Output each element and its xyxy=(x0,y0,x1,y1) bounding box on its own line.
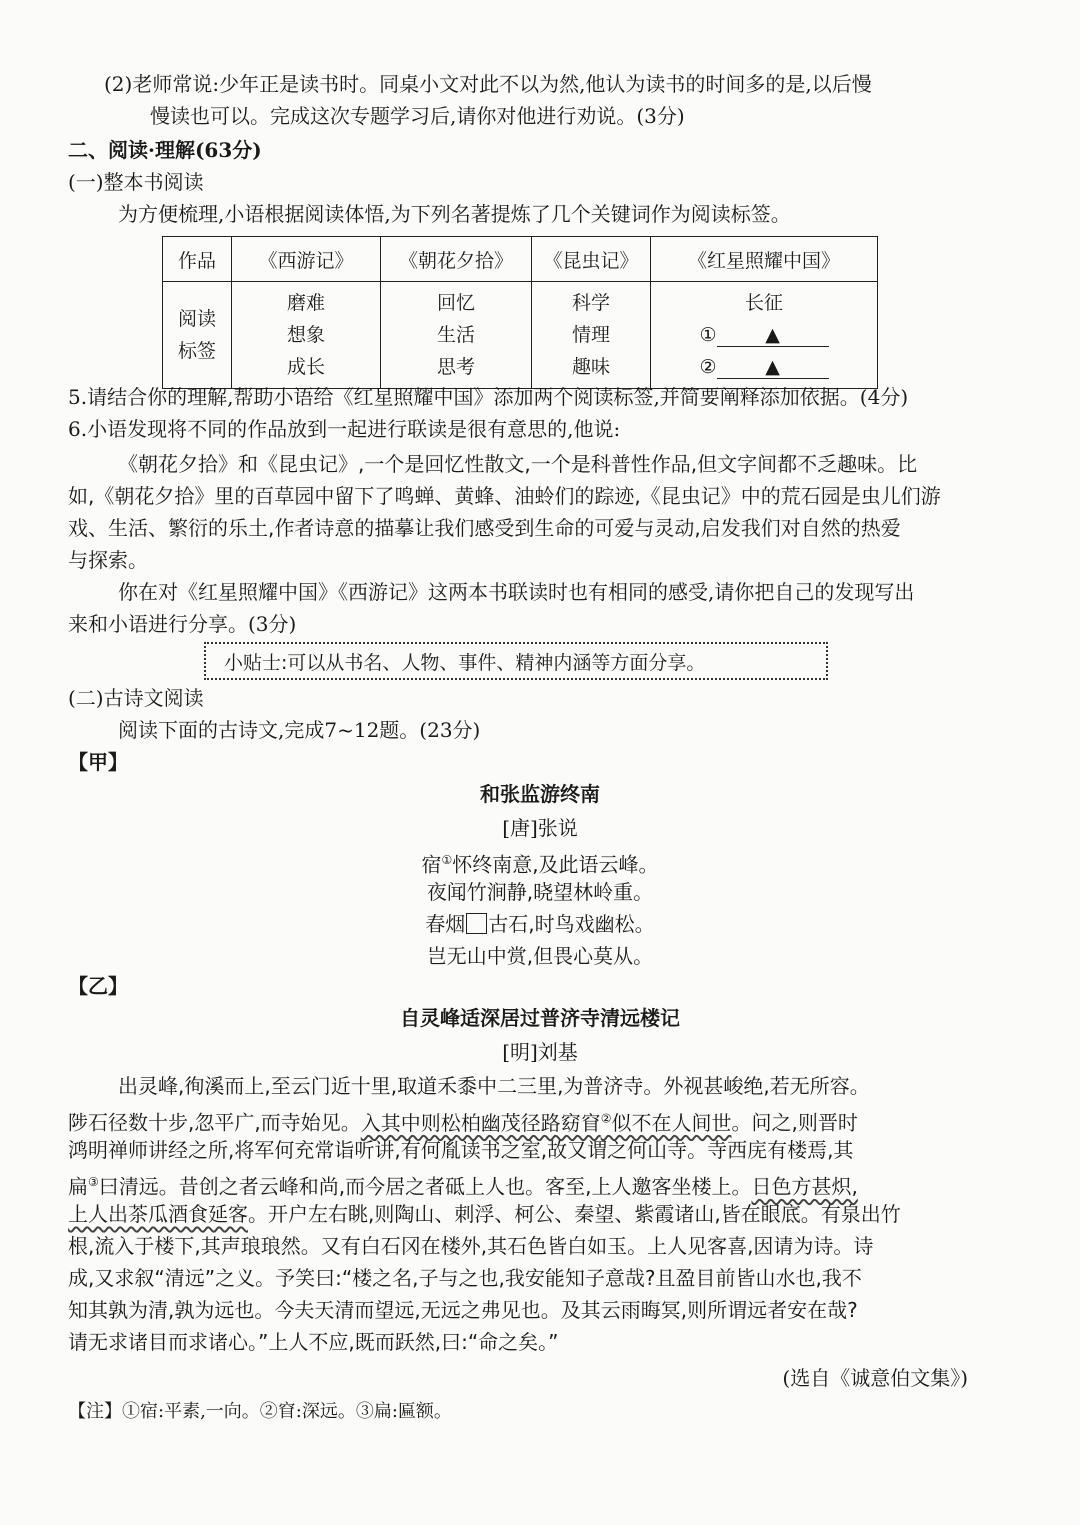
underlined-sentence-2a: 日色方甚炽, xyxy=(751,1174,858,1199)
q4-2-line1: (2)老师常说:少年正是读书时。同桌小文对此不以为然,他认为读书的时间多的是,以后慢 xyxy=(104,72,872,96)
poem-line-3: 春烟 古石,时鸟戏幽松。 xyxy=(425,912,655,936)
tags-zhaohua: 回忆 生活 思考 xyxy=(381,282,532,389)
q6-ask-line2: 来和小语进行分享。(3分) xyxy=(68,612,297,636)
underlined-sentence-1: 入其中则松柏幽茂径路窈窅②似不在人间世 xyxy=(360,1110,732,1135)
q5-text: 5.请结合你的理解,帮助小语给《红星照耀中国》添加两个阅读标签,并简要阐释添加依据。(4分) xyxy=(68,385,909,409)
triangle-icon: ▲ xyxy=(765,356,780,378)
essay-line-2: 陟石径数十步,忽平广,而寺始见。入其中则松柏幽茂径路窈窅②似不在人间世。问之,则晋时 xyxy=(68,1110,858,1135)
poem-author: [唐]张说 xyxy=(502,816,578,840)
essay-line-1: 出灵峰,徇溪而上,至云门近十里,取道禾黍中二三里,为普济寺。外视甚峻绝,若无所容。 xyxy=(118,1074,870,1098)
q4-2-line2: 慢读也可以。完成这次专题学习后,请你对他进行劝说。(3分) xyxy=(150,104,685,128)
essay-line-7: 成,又求叙“清远”之义。予笑曰:“楼之名,子与之也,我安能知子意哉?且盈目前皆山水也,我不 xyxy=(68,1266,862,1290)
essay-line-3: 鸿明禅师讲经之所,将军何充常诣听讲,有何胤读书之室,故又谓之何山寺。寺西庑有楼焉,其 xyxy=(68,1138,854,1162)
essay-line-4: 扁③曰清远。昔创之者云峰和尚,而今居之者砥上人也。客至,上人邀客坐楼上。日色方甚炽, xyxy=(68,1174,858,1199)
yi-label: 【乙】 xyxy=(68,974,128,998)
part2-intro: 阅读下面的古诗文,完成7~12题。(23分) xyxy=(118,718,481,742)
q6-line1: 6.小语发现将不同的作品放到一起进行联读是很有意思的,他说: xyxy=(68,417,621,441)
tags-xiyouji: 磨难 想象 成长 xyxy=(232,282,381,389)
work-hongxing: 《红星照耀中国》 xyxy=(651,237,878,282)
underlined-sentence-2b: 上人出茶瓜酒食延客 xyxy=(68,1202,248,1226)
essay-line-9: 请无求诸目而求诸心。”上人不应,既而跃然,曰:“命之矣。” xyxy=(68,1330,559,1354)
poem-line-4: 岂无山中赏,但畏心莫从。 xyxy=(426,944,654,968)
tip-box: 小贴士:可以从书名、人物、事件、精神内涵等方面分享。 xyxy=(204,642,828,680)
essay-line-6: 根,流入于楼下,其声琅琅然。又有白石冈在楼外,其石色皆白如玉。上人见客喜,因请为诗。诗 xyxy=(68,1234,874,1258)
poem-line-2: 夜闻竹涧静,晓望林岭重。 xyxy=(426,880,654,904)
essay-title: 自灵峰适深居过普济寺清远楼记 xyxy=(400,1006,680,1030)
table-corner: 作品 xyxy=(163,237,232,282)
missing-char-box[interactable] xyxy=(466,913,487,934)
essay-author: [明]刘基 xyxy=(502,1040,578,1064)
essay-line-8: 知其孰为清,孰为远也。今夫天清而望远,无远之弗见也。及其云雨晦冥,则所谓远者安在哉? xyxy=(68,1298,858,1322)
part2-title: (二)古诗文阅读 xyxy=(68,686,204,710)
reading-tag-table xyxy=(162,236,878,389)
essay-source: (选自《诚意伯文集》) xyxy=(782,1366,968,1390)
part1-title: (一)整本书阅读 xyxy=(68,170,204,194)
q6-quote-line2: 如,《朝花夕拾》里的百草园中留下了鸣蝉、黄蜂、油蛉们的踪迹,《昆虫记》中的荒石园是虫儿们游 xyxy=(68,484,941,508)
part1-intro: 为方便梳理,小语根据阅读体悟,为下列名著提炼了几个关键词作为阅读标签。 xyxy=(118,202,791,226)
q6-quote-line4: 与探索。 xyxy=(68,548,148,572)
q6-ask-line1: 你在对《红星照耀中国》《西游记》这两本书联读时也有相同的感受,请你把自己的发现写出 xyxy=(118,580,915,604)
answer-blank-1[interactable]: ① ▲ xyxy=(651,319,877,351)
tags-kunchong: 科学 情理 趣味 xyxy=(532,282,651,389)
essay-line-5: 上人出茶瓜酒食延客。开户左右眺,则陶山、刺浮、柯公、秦望、紫霞诸山,皆在眼底。有泉出竹 xyxy=(68,1202,901,1226)
footnote: 【注】①宿:平素,一向。②窅:深远。③扁:匾额。 xyxy=(68,1401,452,1422)
work-zhaohua: 《朝花夕拾》 xyxy=(381,237,532,282)
work-xiyouji: 《西游记》 xyxy=(232,237,381,282)
tags-hongxing: 长征 ① ▲ ② ▲ xyxy=(651,282,878,389)
poem-line-1: 宿①怀终南意,及此语云峰。 xyxy=(421,852,659,877)
work-kunchong: 《昆虫记》 xyxy=(532,237,651,282)
jia-label: 【甲】 xyxy=(68,750,128,774)
q6-quote-line3: 戏、生活、繁衍的乐土,作者诗意的描摹让我们感受到生命的可爱与灵动,启发我们对自然的热爱 xyxy=(68,516,901,540)
triangle-icon: ▲ xyxy=(765,324,780,346)
answer-blank-2[interactable]: ② ▲ xyxy=(651,351,877,383)
row-label: 阅读 标签 xyxy=(163,282,232,389)
section-title: 二、阅读·理解(63分) xyxy=(68,138,262,162)
q6-quote-line1: 《朝花夕拾》和《昆虫记》,一个是回忆性散文,一个是科普性作品,但文字间都不乏趣味。比 xyxy=(118,452,918,476)
poem-title: 和张监游终南 xyxy=(480,782,600,806)
